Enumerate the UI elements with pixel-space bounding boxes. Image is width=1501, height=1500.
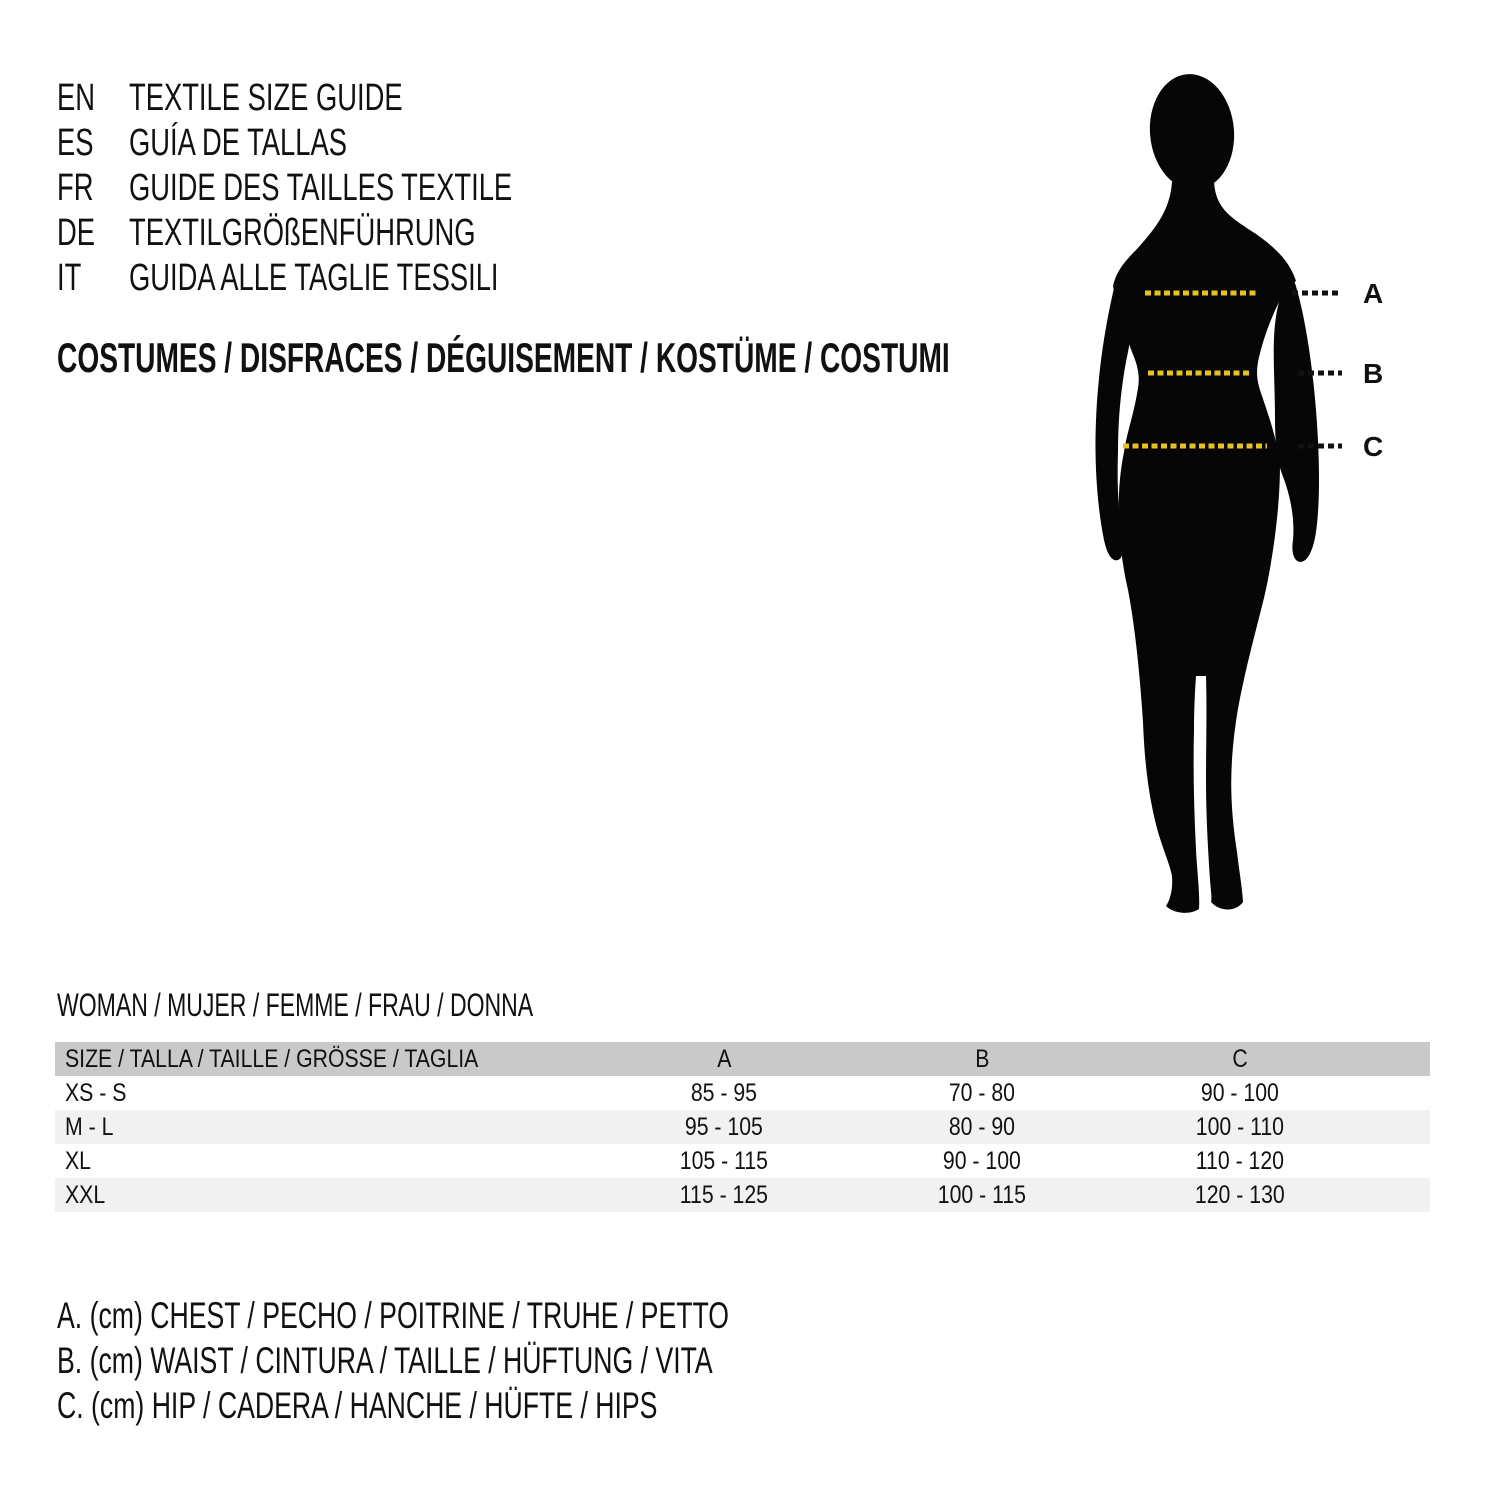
language-row-fr: [57, 166, 661, 211]
marker-c-label: C: [1363, 431, 1384, 462]
size-column-header: SIZE / TALLA / TAILLE / GRÖSSE / TAGLIA: [65, 1044, 479, 1073]
legend-line-hip-text: C. (cm) HIP / CADERA / HANCHE / HÜFTE / HIPS: [57, 1384, 658, 1426]
hip-range-cell: 90 - 100: [1201, 1078, 1279, 1107]
legend-line-waist: [57, 1338, 990, 1383]
measurement-legend: [57, 1293, 990, 1428]
woman-silhouette: [1095, 71, 1319, 913]
legend-line-chest-text: A. (cm) CHEST / PECHO / POITRINE / TRUHE / PETTO: [57, 1294, 730, 1336]
size-table-row-xl: [55, 1144, 1430, 1178]
table-group-title: [57, 986, 718, 1024]
waist-range-cell: 100 - 115: [937, 1180, 1027, 1209]
language-code: FR: [57, 167, 94, 209]
marker-b-label: B: [1363, 358, 1384, 389]
size-table-header-row: [55, 1042, 1430, 1076]
language-title: GUÍA DE TALLAS: [129, 122, 347, 164]
measurement-figure: [1080, 70, 1420, 940]
chest-range-cell: 85 - 95: [690, 1078, 758, 1107]
language-row-de: [57, 211, 661, 256]
size-table-row-m-l: [55, 1110, 1430, 1144]
size-cell: XL: [65, 1146, 92, 1175]
hip-range-cell: 110 - 120: [1195, 1146, 1285, 1175]
language-code: EN: [57, 77, 96, 119]
silhouette-head: [1145, 71, 1239, 194]
language-row-en: [57, 76, 661, 121]
category-line-text: COSTUMES / DISFRACES / DÉGUISEMENT / KOSTÜME / COSTUMI: [57, 334, 950, 381]
legend-line-chest: [57, 1293, 990, 1338]
woman-silhouette-figure: [1080, 70, 1420, 940]
language-title: TEXTILE SIZE GUIDE: [129, 77, 403, 119]
size-table-row-xs-s: [55, 1076, 1430, 1110]
language-title: GUIDE DES TAILLES TEXTILE: [129, 167, 513, 209]
chest-range-cell: 105 - 115: [679, 1146, 769, 1175]
size-cell: M - L: [65, 1112, 114, 1141]
column-b-header: B: [974, 1044, 990, 1073]
language-title-list: [57, 76, 661, 301]
size-cell: XS - S: [65, 1078, 127, 1107]
waist-range-cell: 80 - 90: [948, 1112, 1016, 1141]
column-a-header: A: [716, 1044, 732, 1073]
hip-range-cell: 100 - 110: [1195, 1112, 1285, 1141]
legend-line-hip: [57, 1383, 990, 1428]
column-c-header: C: [1232, 1044, 1248, 1073]
language-code: ES: [57, 122, 94, 164]
size-table: [55, 1042, 1430, 1212]
waist-range-cell: 70 - 80: [948, 1078, 1016, 1107]
language-code: IT: [57, 257, 82, 299]
language-row-it: [57, 256, 661, 301]
language-row-es: [57, 121, 661, 166]
marker-a-label: A: [1363, 278, 1384, 309]
size-cell: XXL: [65, 1180, 106, 1209]
table-group-title-text: WOMAN / MUJER / FEMME / FRAU / DONNA: [57, 986, 534, 1023]
silhouette-right-arm: [1274, 280, 1319, 562]
language-title: GUIDA ALLE TAGLIE TESSILI: [129, 257, 499, 299]
size-table-row-xxl: [55, 1178, 1430, 1212]
chest-range-cell: 115 - 125: [679, 1180, 769, 1209]
legend-line-waist-text: B. (cm) WAIST / CINTURA / TAILLE / HÜFTUNG / VITA: [57, 1339, 713, 1381]
language-title: TEXTILGRÖßENFÜHRUNG: [129, 212, 476, 254]
waist-range-cell: 90 - 100: [943, 1146, 1021, 1175]
chest-range-cell: 95 - 105: [685, 1112, 763, 1141]
language-code: DE: [57, 212, 96, 254]
hip-range-cell: 120 - 130: [1195, 1180, 1285, 1209]
